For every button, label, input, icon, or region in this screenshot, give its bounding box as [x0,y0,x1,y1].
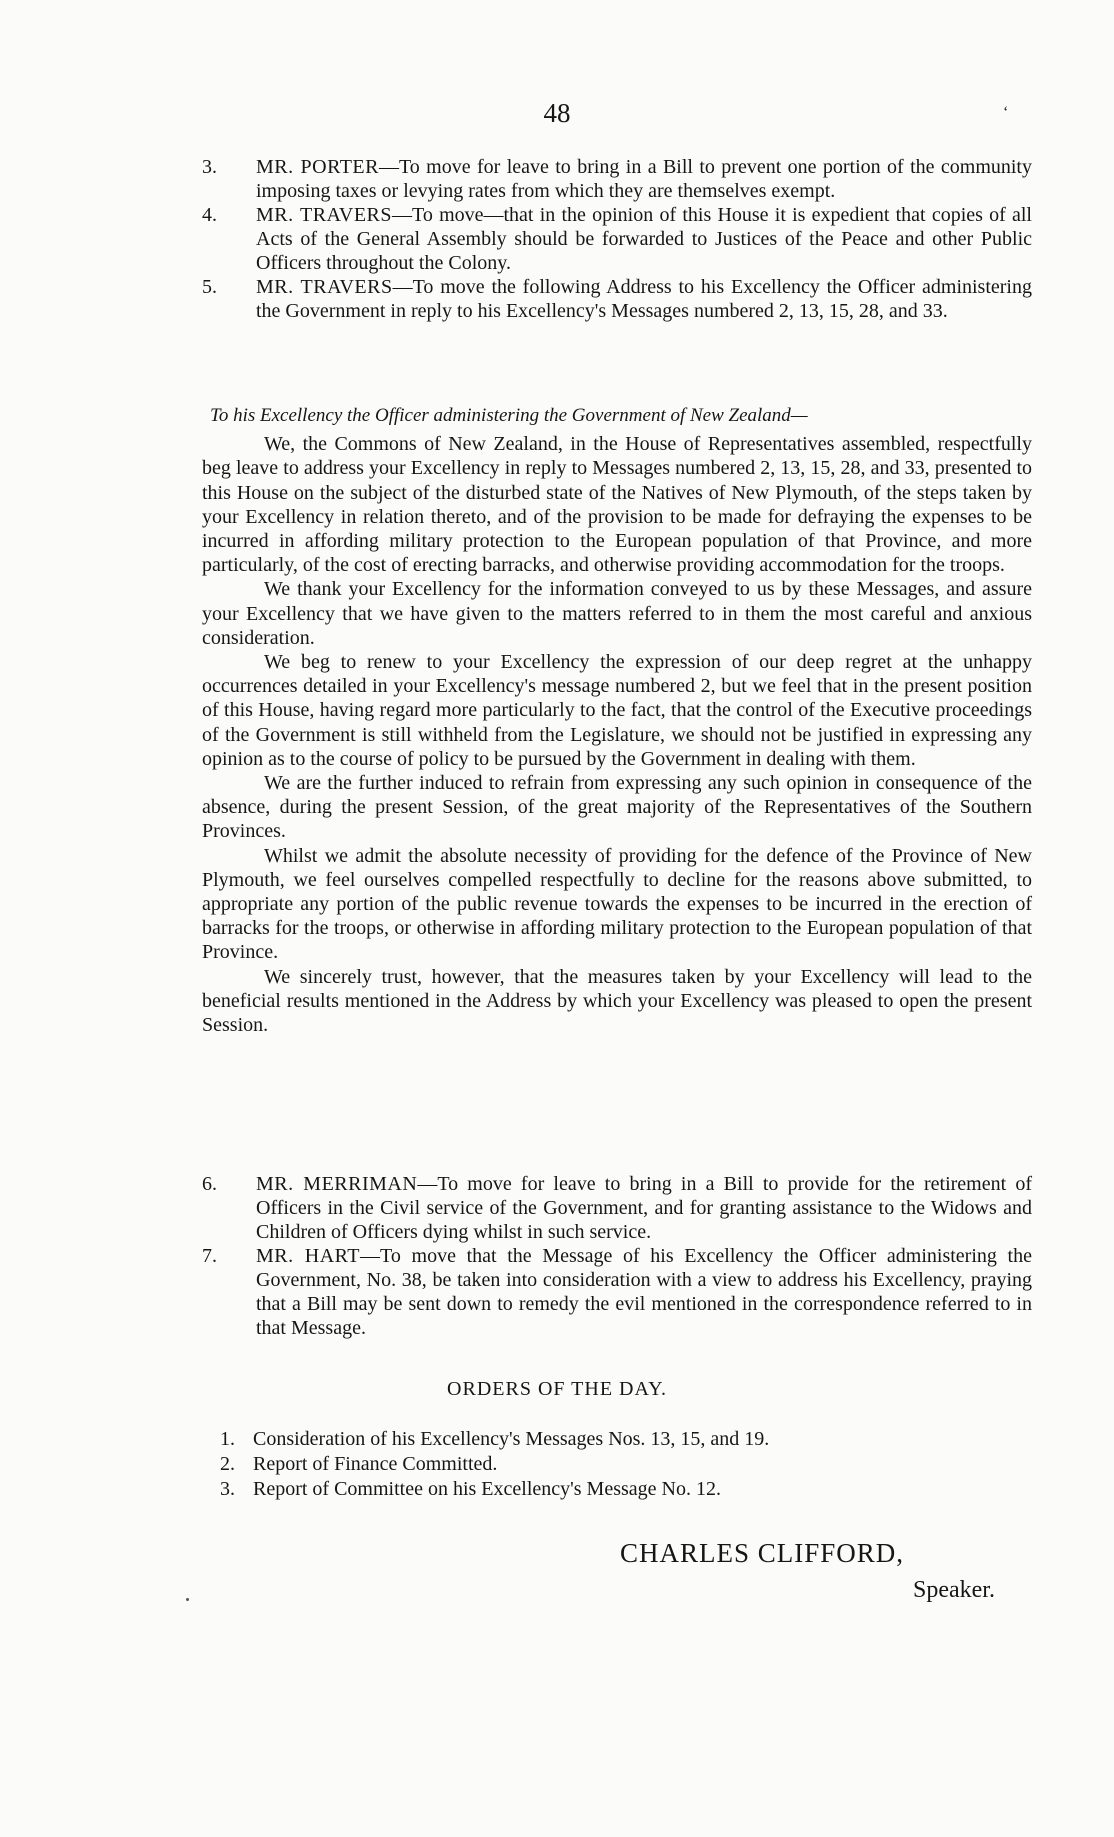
order-number: 3. [220,1478,235,1500]
motion-number: 6. [202,1173,217,1195]
motion-item [202,275,1032,323]
address-paragraph: We are the further induced to refrain from expressing any such opinion in consequence of the absence, during the present Session, of the great majority of the Representatives of the Southern Provinces. [202,772,1032,843]
address-block [202,404,1032,1037]
print-speck [186,1598,189,1601]
motion-mover: MR. PORTER [256,156,379,178]
order-item [220,1427,1000,1452]
address-paragraph: We beg to renew to your Excellency the expression of our deep regret at the unhappy occurrences detailed in your Excellency's message numbered 2, but we feel that in the present position of this House, having regard more particularly to the fact, that the control of the Executive proceedings of the Government is still withheld from the Legislature, we should not be justified in expressing any opinion as to the course of policy to be pursued by the Government in dealing with them. [202,651,1032,770]
signature-name: CHARLES CLIFFORD, [620,1538,905,1568]
notices-of-motion-list-continued [202,1172,1032,1340]
motion-mover: MR. HART [256,1245,361,1267]
motion-number: 3. [202,156,217,178]
motion-item [202,155,1032,203]
motion-text: —To move for leave to bring in a Bill to provide for the retirement of Officers in the Civil service of the Government, and for granting assistance to the Widows and Children of Officers dying whilst in such service. [256,1173,1032,1243]
motion-item [202,1244,1032,1340]
order-item [220,1452,1000,1477]
motion-item [202,1172,1032,1244]
order-text: Report of Finance Committed. [253,1453,498,1475]
motion-mover: MR. MERRIMAN [256,1173,418,1195]
order-text: Report of Committee on his Excellency's Message No. 12. [253,1478,721,1500]
motion-number: 4. [202,204,217,226]
address-paragraph: We sincerely trust, however, that the measures taken by your Excellency will lead to the beneficial results mentioned in the Address by which your Excellency was pleased to open the present Session. [202,965,1032,1037]
motion-mover: MR. TRAVERS [256,204,393,226]
address-paragraph: We thank your Excellency for the information conveyed to us by these Messages, and assure your Excellency that we have given to the matters referred to in them the most careful and anxious consideration. [202,578,1032,649]
address-paragraph: Whilst we admit the absolute necessity of providing for the defence of the Province of New Plymouth, we feel ourselves compelled respectfully to decline for the reasons above submitted, to appropriate any portion of the public revenue towards the expenses to be incurred in the erection of barracks for the troops, or otherwise in affording military protection to the European population of that Province. [202,844,1032,964]
notices-of-motion-list [202,155,1032,323]
motion-text: —To move the following Address to his Excellency the Officer administering the Government in reply to his Excellency's Messages numbered 2, 13, 15, 28, and 33. [256,276,1032,322]
order-number: 1. [220,1428,235,1450]
orders-of-the-day-list [220,1427,1000,1502]
address-salutation: To his Excellency the Officer administering the Government of New Zealand— [210,405,808,426]
motion-number: 5. [202,276,217,298]
order-text: Consideration of his Excellency's Messages Nos. 13, 15, and 19. [253,1428,770,1450]
motion-mover: MR. TRAVERS [256,276,393,298]
address-paragraph: We, the Commons of New Zealand, in the House of Representatives assembled, respectfully beg leave to address your Excellency in reply to Messages numbered 2, 13, 15, 28, and 33, presented to this House on the subject of the disturbed state of the Natives of New Plymouth, of the steps taken by your Excellency in relation thereto, and of the provision to be made for defraying the expenses to be incurred in affording military protection to the European population of that Province, and more particularly, of the cost of erecting barracks, and otherwise providing accommodation for the troops. [202,433,1032,577]
motion-number: 7. [202,1245,217,1267]
motion-text: —To move that the Message of his Excellency the Officer administering the Government, No. 38, be taken into consideration with a view to address his Excellency, praying that a Bill may be sent down to remedy the evil mentioned in the correspondence referred to in that Message. [256,1245,1032,1339]
motion-text: —To move for leave to bring in a Bill to prevent one portion of the community imposing taxes or levying rates from which they are themselves exempt. [256,156,1032,202]
motion-item [202,203,1032,275]
motion-text: —To move—that in the opinion of this House it is expedient that copies of all Acts of the General Assembly should be forwarded to Justices of the Peace and other Public Officers throughout the Colony. [256,204,1032,274]
margin-mark: ‘ [1003,104,1009,121]
orders-of-the-day-heading: ORDERS OF THE DAY. [447,1378,667,1400]
page-number: 48 [543,98,571,128]
signature-title: Speaker. [913,1577,995,1603]
order-number: 2. [220,1453,235,1475]
order-item [220,1477,1000,1502]
